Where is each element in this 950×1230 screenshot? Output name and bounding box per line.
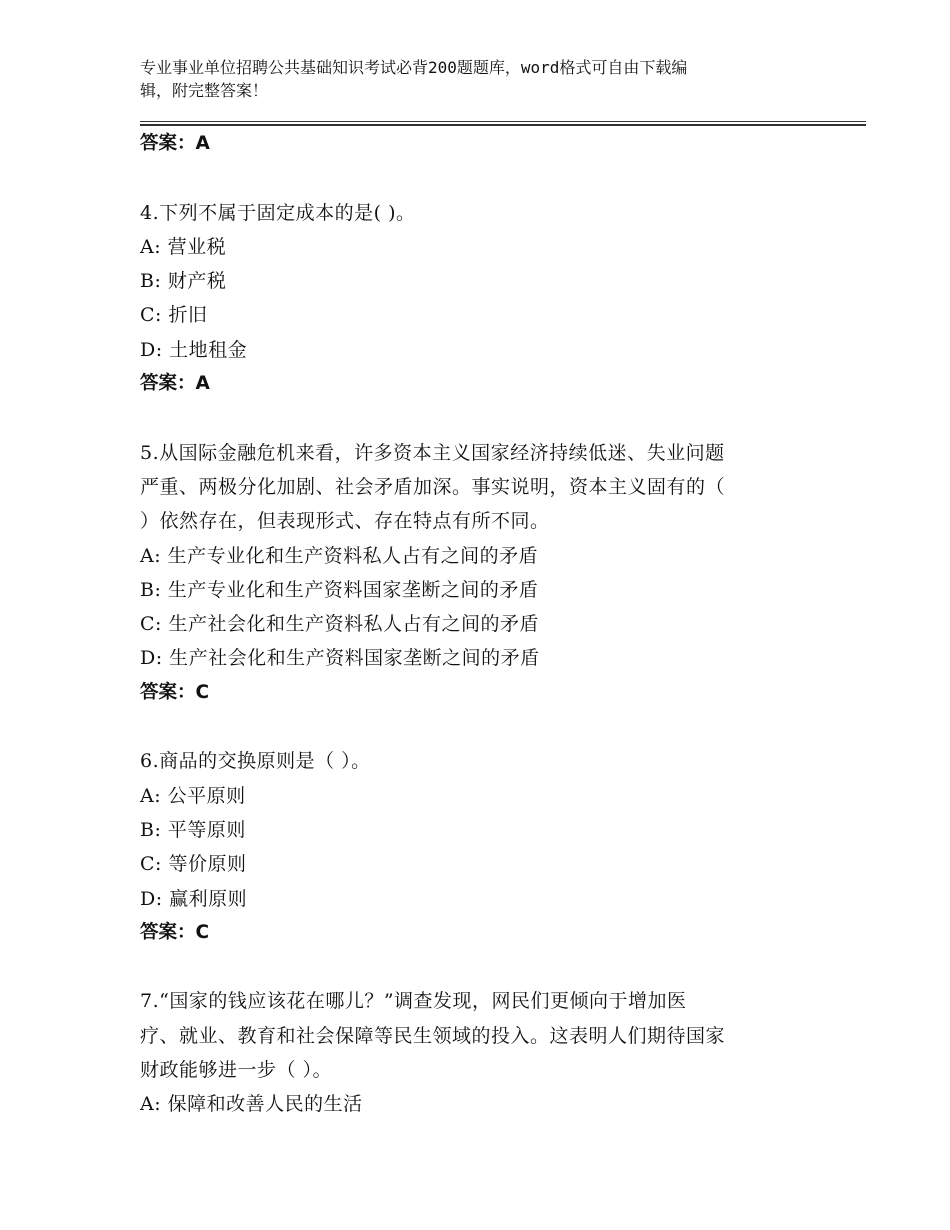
header-line-2: 辑，附完整答案！ xyxy=(140,81,269,100)
question-text: 财政能够进一步（ ）。 xyxy=(140,1059,333,1082)
question-item xyxy=(140,436,820,710)
answer-label: 答案：C xyxy=(140,681,210,703)
option-b: B: 财产税 xyxy=(140,270,227,293)
spacer xyxy=(140,710,820,744)
question-text: 严重、两极分化加剧、社会矛盾加深。事实说明，资本主义固有的（ xyxy=(140,475,726,498)
option-b: B: 生产专业化和生产资料国家垄断之间的矛盾 xyxy=(140,578,539,601)
option-d: D: 赢利原则 xyxy=(140,887,248,910)
spacer xyxy=(140,401,820,435)
page-header xyxy=(140,56,800,102)
answer-label: 答案：C xyxy=(140,921,210,943)
option-d: D: 生产社会化和生产资料国家垄断之间的矛盾 xyxy=(140,647,540,670)
header-rule-thin xyxy=(140,121,866,122)
header-line-1: 专业事业单位招聘公共基础知识考试必背200题题库，word格式可自由下载编 xyxy=(140,58,688,77)
option-a: A: 保障和改善人民的生活 xyxy=(140,1093,363,1116)
question-text: 4.下列不属于固定成本的是( )。 xyxy=(140,201,416,224)
question-text: 5.从国际金融危机来看，许多资本主义国家经济持续低迷、失业问题 xyxy=(140,441,725,464)
question-text: 6.商品的交换原则是（ ）。 xyxy=(140,750,371,773)
question-item xyxy=(140,984,820,1121)
question-item xyxy=(140,196,820,402)
spacer xyxy=(140,950,820,984)
question-item xyxy=(140,744,820,950)
option-c: C: 折旧 xyxy=(140,304,208,327)
question-text: 7.“国家的钱应该花在哪儿？”调查发现，网民们更倾向于增加医 xyxy=(140,990,687,1013)
option-b: B: 平等原则 xyxy=(140,818,246,841)
question-text: ）依然存在，但表现形式、存在特点有所不同。 xyxy=(140,510,550,533)
header-rule-thick xyxy=(140,124,866,126)
option-a: A: 公平原则 xyxy=(140,784,246,807)
option-c: C: 生产社会化和生产资料私人占有之间的矛盾 xyxy=(140,613,539,636)
answer-label: 答案：A xyxy=(140,373,210,395)
question-list xyxy=(140,127,820,1122)
question-text: 疗、就业、教育和社会保障等民生领域的投入。这表明人们期待国家 xyxy=(140,1024,726,1047)
option-a: A: 生产专业化和生产资料私人占有之间的矛盾 xyxy=(140,544,539,567)
option-d: D: 土地租金 xyxy=(140,338,248,361)
option-a: A: 营业税 xyxy=(140,235,227,258)
spacer xyxy=(140,161,820,195)
answer-label: 答案：A xyxy=(140,133,210,154)
option-c: C: 等价原则 xyxy=(140,853,247,876)
